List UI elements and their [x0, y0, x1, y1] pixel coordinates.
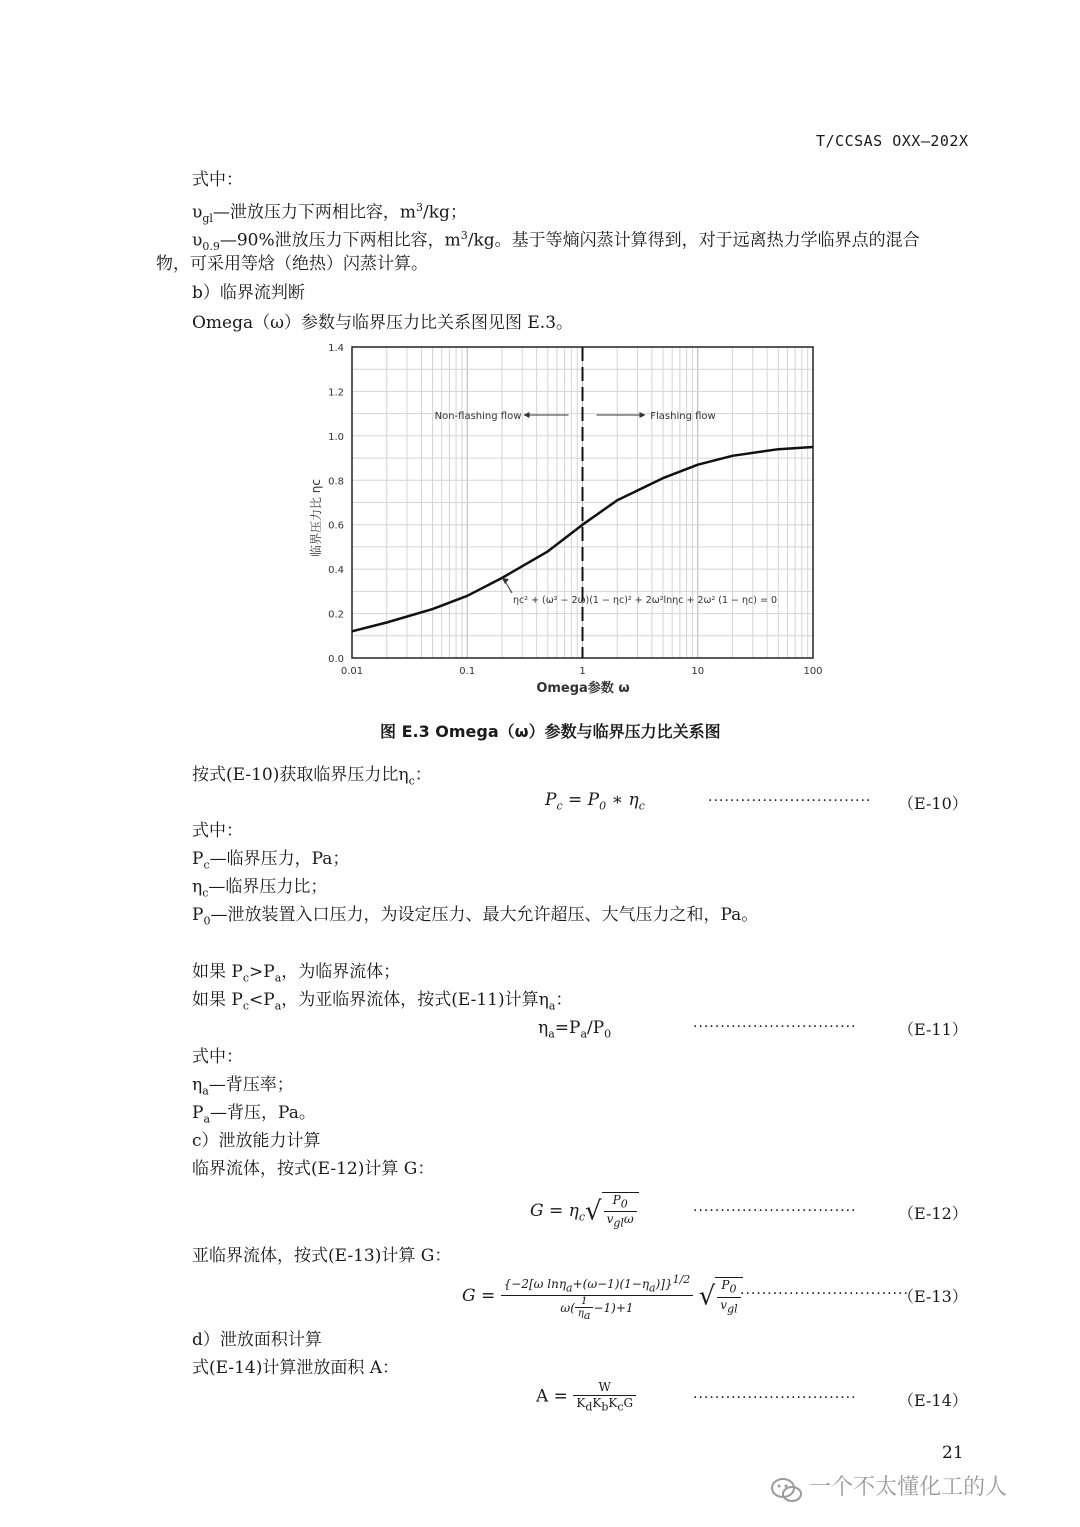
x-tick-label: 0.1 — [459, 666, 476, 677]
definition-v09-continued: 物，可采用等焓（绝热）闪蒸计算。 — [156, 254, 428, 274]
definition-vgl: $\upsilon_{gl}—$泄放压力下两相比容，$m^3/kg$； — [192, 201, 467, 226]
section-d-heading: d）泄放面积计算 — [192, 1330, 322, 1350]
eq14-number: （E-14） — [898, 1391, 968, 1410]
section-c-heading: c）泄放能力计算 — [192, 1131, 321, 1151]
equation-e14: A = $\frac{W}{K_dK_bK_cG}$ — [536, 1380, 636, 1414]
definition-pc: $P_c—$临界压力，Pa； — [192, 849, 350, 872]
y-axis-label: 临界压力比 ηc — [309, 478, 323, 558]
area-intro: 式(E-14)计算泄放面积 A： — [192, 1358, 400, 1378]
definition-pa: $P_a—$背压，Pa。 — [192, 1103, 316, 1126]
equation-e11: $\eta_a=P_a/P_0$ — [538, 1018, 612, 1041]
equation-leader-arrowhead — [502, 578, 509, 584]
y-tick-label: 0.2 — [328, 609, 344, 621]
y-tick-label: 1.4 — [328, 343, 344, 354]
eq11-number: （E-11） — [898, 1020, 968, 1039]
critical-flow-intro: 临界流体，按式(E-12)计算 G： — [192, 1159, 435, 1179]
definition-v09: $\upsilon_{0.9}—90\%$泄放压力下两相比容，$m^3/kg$。基于等熵闪蒸计算得到，对于远离热力学临界点的混合 — [192, 229, 920, 254]
y-tick-label: 1.0 — [328, 431, 344, 443]
x-axis-label: Omega参数 ω — [536, 681, 630, 696]
eq11-leader-dots: ······························ — [693, 1019, 857, 1035]
eq10-number: （E-10） — [898, 794, 968, 813]
eq14-leader-dots: ······························ — [693, 1390, 857, 1406]
equation-e13: G = {−2[ω $\ln\eta_a+(\omega-1)(1-\eta_a)]\}^{1/2}$ ω( $\frac{1}{\eta_a}$ −1)+1 √ $\frac{P_0}{v_{gl}}$ — [462, 1272, 743, 1321]
watermark — [770, 1470, 1007, 1505]
watermark-text: 一个不太懂化工的人 — [809, 1475, 1008, 1500]
page-number: 21 — [942, 1443, 964, 1463]
figure-caption: 图 E.3 Omega（ω）参数与临界压力比关系图 — [380, 722, 721, 741]
document-code: T/CCSAS OXX—202X — [816, 132, 969, 150]
eq10-intro: 按式(E-10)获取临界压力比$\eta_c$： — [192, 765, 432, 788]
condition-subcritical: 如果 $P_c<P_a$，为亚临界流体，按式(E-11)计算$\eta_a$： — [192, 990, 573, 1013]
non-flashing-arrowhead — [524, 412, 530, 418]
section-b-heading: b）临界流判断 — [192, 283, 305, 303]
definition-p0: $P_0—$泄放装置入口压力，为设定压力、最大允许超压、大气压力之和，Pa。 — [192, 905, 759, 928]
definition-na: $\eta_a—$背压率； — [192, 1075, 294, 1098]
eq12-number: （E-12） — [898, 1204, 968, 1223]
eq13-number: （E-13） — [898, 1287, 968, 1306]
y-tick-label: 0.8 — [328, 476, 344, 488]
wechat-icon — [770, 1475, 804, 1505]
label-non-flashing: Non-flashing flow — [434, 411, 522, 422]
eq12-leader-dots: ······························ — [693, 1203, 857, 1219]
y-tick-label: 0.4 — [328, 565, 344, 577]
omega-critical-pressure-chart — [300, 335, 840, 700]
condition-critical: 如果 $P_c>P_a$，为临界流体； — [192, 962, 401, 985]
eq13-leader-dots: ······························· — [740, 1286, 909, 1302]
x-tick-label: 0.01 — [340, 666, 364, 677]
y-tick-label: 1.2 — [328, 387, 344, 399]
equation-e10: $P_c = P_0$ ∗ $\eta_c$ — [545, 790, 645, 813]
flashing-arrowhead — [640, 412, 646, 418]
y-tick-label: 0.6 — [328, 520, 344, 532]
label-flashing: Flashing flow — [650, 411, 716, 422]
figure-reference: Omega（ω）参数与临界压力比关系图见图 E.3。 — [192, 313, 574, 333]
eq10-leader-dots: ······························ — [708, 793, 872, 809]
equation-e12: $G = \eta_c√$ $\frac{P_0}{v_{gl}\omega}$ — [530, 1192, 639, 1231]
subcritical-flow-intro: 亚临界流体，按式(E-13)计算 G： — [192, 1246, 452, 1266]
x-tick-label: 1 — [579, 666, 586, 677]
definition-nc: $\eta_c—$临界压力比； — [192, 877, 328, 900]
where-label-2: 式中： — [192, 821, 243, 841]
x-tick-label: 100 — [803, 666, 823, 677]
x-tick-label: 10 — [691, 666, 705, 677]
y-tick-label: 0.0 — [328, 654, 344, 665]
where-label-3: 式中： — [192, 1047, 243, 1067]
where-label: 式中： — [192, 170, 243, 190]
equation-label: ηc² + (ω² − 2ω)(1 − ηc)² + 2ω²lnηc + 2ω² (1 − ηc) = 0 — [513, 595, 778, 606]
